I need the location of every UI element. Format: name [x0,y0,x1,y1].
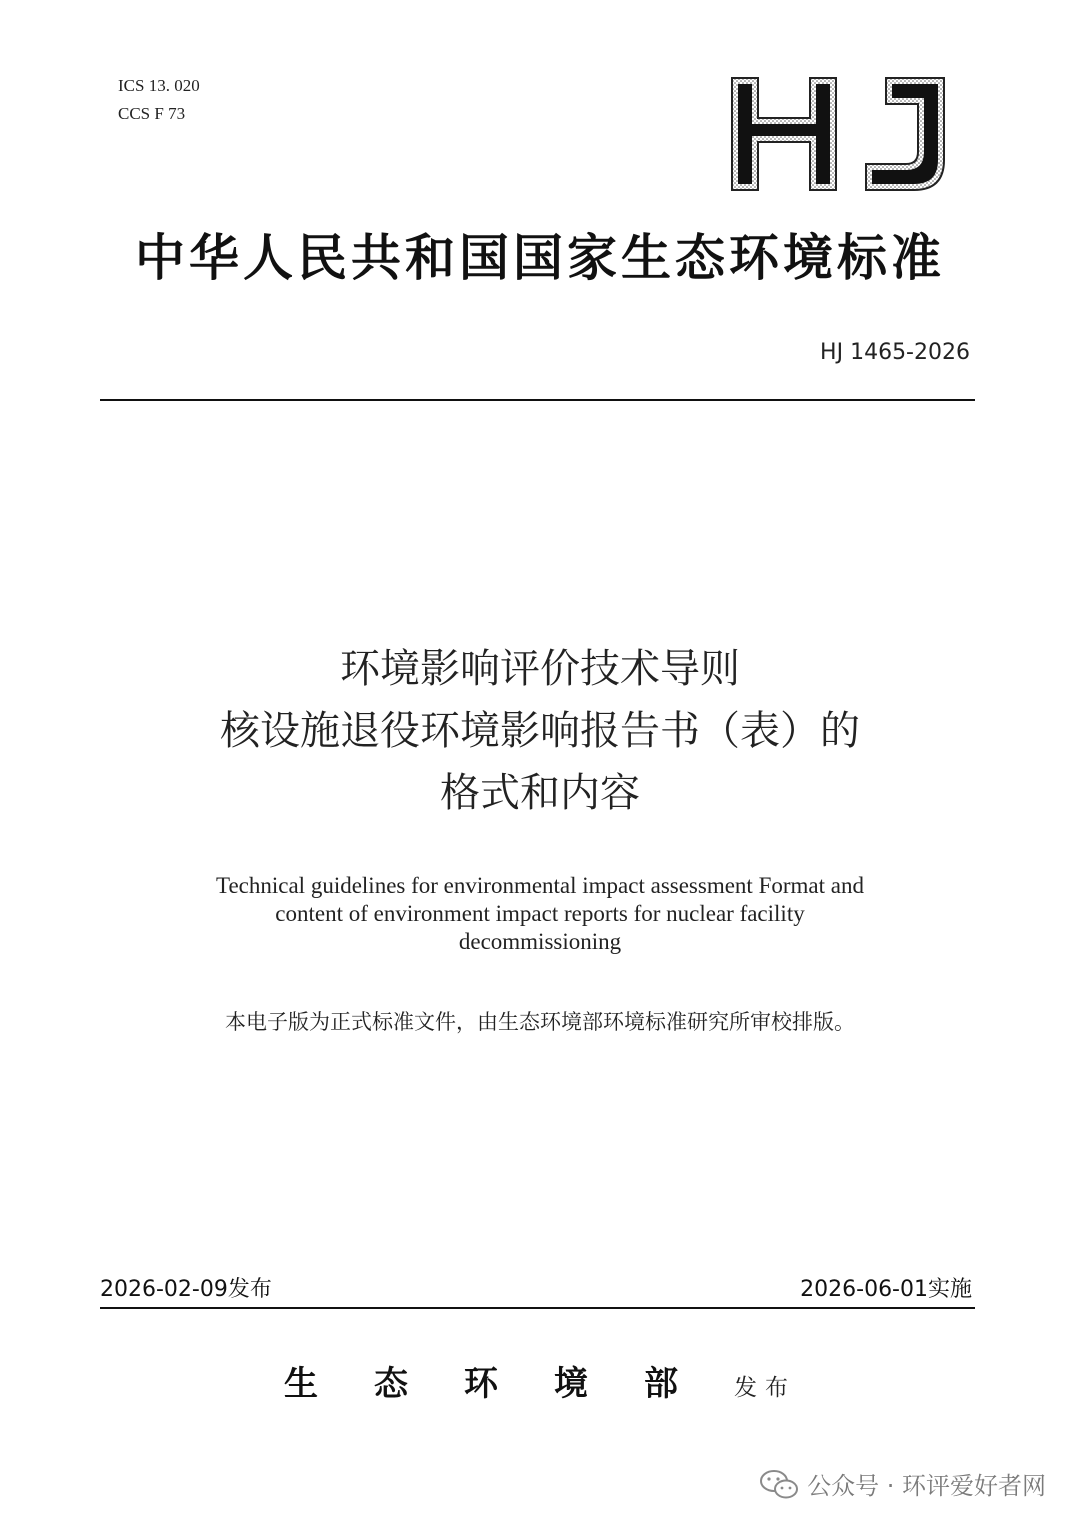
electronic-version-notice: 本电子版为正式标准文件，由生态环境部环境标准研究所审校排版。 [225,1010,855,1034]
standard-number: HJ 1465-2026 [820,340,970,365]
chinese-title-line3: 格式和内容 [440,770,640,816]
english-title [0,872,1080,956]
english-title-line2: content of environment impact reports for nuclear facility [275,901,805,926]
publisher-action: 发布 [734,1375,796,1401]
bottom-divider [100,1307,975,1309]
wechat-icon [759,1468,799,1500]
watermark [759,1466,1046,1501]
ccs-code: CCS F 73 [118,104,186,123]
publisher-org: 生态环境部 [284,1364,734,1404]
watermark-text: 公众号 · 环评爱好者网 [807,1472,1046,1500]
classification-codes [118,72,200,128]
publisher-line [0,1356,1080,1405]
main-title: 中华人民共和国国家生态环境标准 [135,228,945,287]
english-title-line3: decommissioning [458,929,622,954]
english-title-line1: Technical guidelines for environmental impact assessment Format and [216,873,864,898]
effective-date: 2026-06-01实施 [800,1277,972,1302]
chinese-title [0,638,1080,824]
ics-code: ICS 13. 020 [118,76,200,95]
top-divider [100,399,975,401]
issue-date: 2026-02-09发布 [100,1277,272,1302]
hj-logo [728,76,948,192]
chinese-title-line2: 核设施退役环境影响报告书（表）的 [220,708,860,754]
chinese-title-line1: 环境影响评价技术导则 [340,646,740,692]
